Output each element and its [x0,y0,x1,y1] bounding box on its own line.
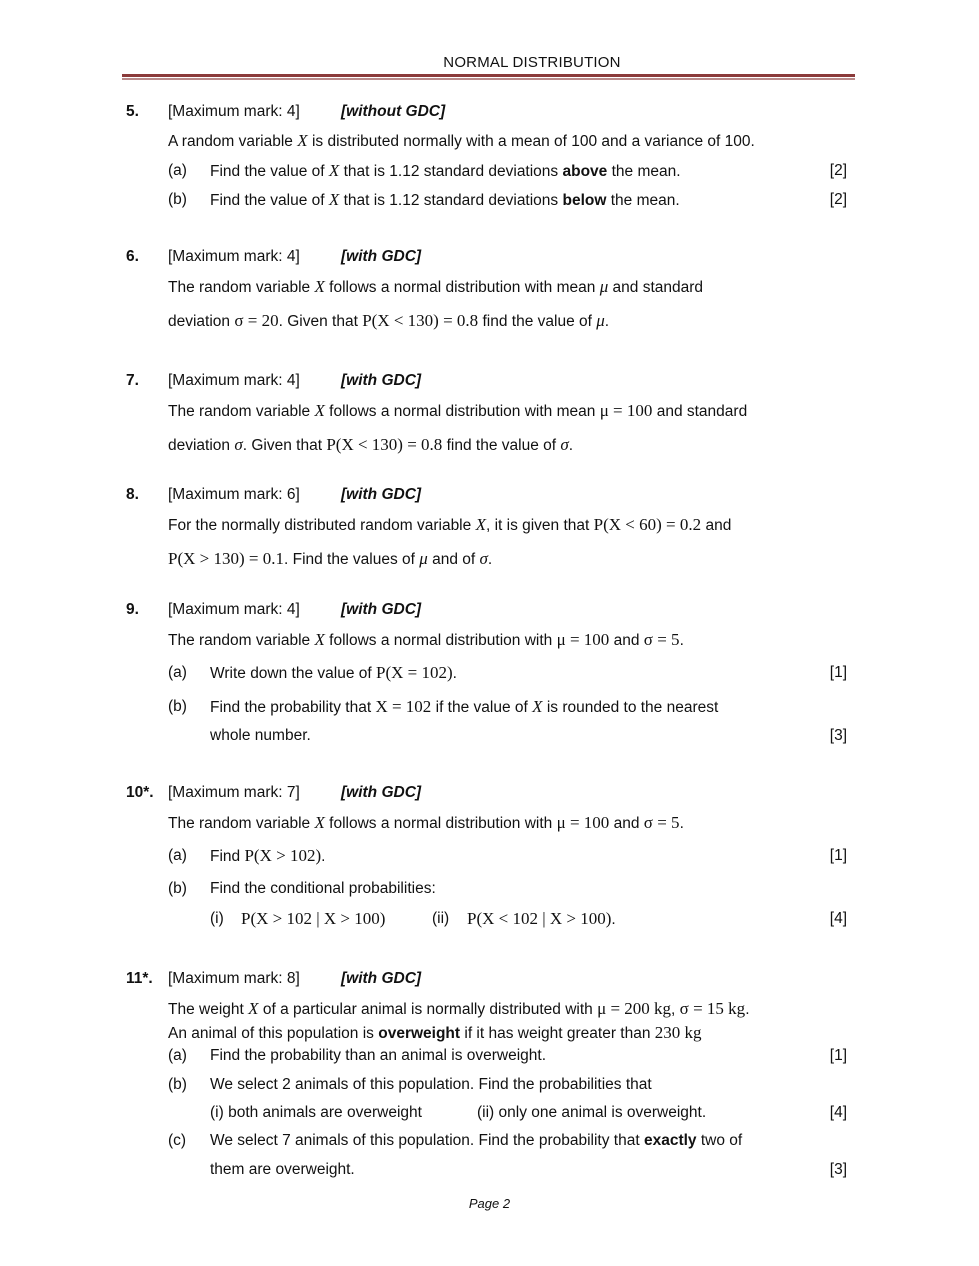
page-number: Page 2 [468,1196,511,1211]
part-a [0,160,979,182]
header-rule [122,74,855,77]
question-number: 8. [126,486,139,503]
marks: [3] [829,1161,847,1178]
max-mark: [Maximum mark: 6] [168,486,300,503]
subpart-ii-expression: P(X < 102 | X > 100). [467,909,616,928]
question-text: An animal of this population is overweight if it has weight greater than 230 kg [168,1023,702,1042]
part-text: Find the value of X that is 1.12 standard deviations below the mean. [210,190,680,209]
question-number: 9. [126,601,139,618]
subpart-i-expression: P(X > 102 | X > 100) [241,909,386,928]
max-mark: [Maximum mark: 4] [168,372,300,389]
gdc-note: [with GDC] [341,486,422,503]
marks: [1] [829,1047,847,1064]
part-text: Find the value of X that is 1.12 standard deviations above the mean. [210,161,681,180]
subpart-i-label: (i) [210,910,224,927]
subpart-ii: (ii) only one animal is overweight. [477,1104,707,1121]
max-mark: [Maximum mark: 4] [168,248,300,265]
question-text: The random variable X follows a normal distribution with mean μ and standard [168,277,704,296]
question-text: The weight X of a particular animal is normally distributed with μ = 200 kg, σ = 15 kg. [168,999,750,1018]
gdc-note: [with GDC] [341,372,422,389]
part-label: (a) [168,1047,187,1064]
question-text: The random variable X follows a normal distribution with μ = 100 and σ = 5. [168,630,684,649]
marks: [3] [829,727,847,744]
marks: [4] [829,1104,847,1121]
max-mark: [Maximum mark: 7] [168,784,300,801]
part-label: (b) [168,191,187,208]
question-text: For the normally distributed random variable X, it is given that P(X < 60) = 0.2 and [168,515,732,534]
gdc-note: [with GDC] [341,970,422,987]
question-text: deviation σ = 20. Given that P(X < 130) = 0.8 find the value of μ. [168,311,610,330]
marks: [2] [829,191,847,208]
gdc-note: [without GDC] [341,103,446,120]
subpart-ii-label: (ii) [432,910,450,927]
part-label: (a) [168,162,187,179]
question-text: The random variable X follows a normal distribution with μ = 100 and σ = 5. [168,813,684,832]
part-label: (b) [168,1076,187,1093]
part-label: (a) [168,847,187,864]
question-number: 7. [126,372,139,389]
part-b [0,878,979,900]
marks: [1] [829,847,847,864]
part-a [0,662,979,684]
part-text: Find the probability that X = 102 if the value of X is rounded to the nearest [210,697,719,716]
part-a [0,845,979,867]
marks: [2] [829,162,847,179]
max-mark: [Maximum mark: 4] [168,103,300,120]
question-text: The random variable X follows a normal distribution with mean μ = 100 and standard [168,401,748,420]
part-b [0,696,979,718]
max-mark: [Maximum mark: 8] [168,970,300,987]
question-text: deviation σ. Given that P(X < 130) = 0.8 find the value of σ. [168,435,574,454]
part-a [0,1045,979,1067]
gdc-note: [with GDC] [341,248,422,265]
part-text: We select 7 animals of this population. Find the probability that exactly two of [210,1132,743,1149]
page-header-title: NORMAL DISTRIBUTION [443,54,621,71]
question-number: 11*. [126,970,153,987]
gdc-note: [with GDC] [341,601,422,618]
part-text: Find the probability than an animal is overweight. [210,1047,547,1064]
part-c [0,1130,979,1152]
question-number: 5. [126,103,139,120]
part-text: Find P(X > 102). [210,846,326,865]
question-number: 10*. [126,784,154,801]
subpart-i: (i) both animals are overweight [210,1104,422,1121]
part-label: (b) [168,698,187,715]
part-text: We select 2 animals of this population. Find the probabilities that [210,1076,652,1093]
part-label: (a) [168,664,187,681]
part-text-continued: them are overweight. [210,1161,355,1178]
part-b [0,189,979,211]
gdc-note: [with GDC] [341,784,422,801]
part-text: Find the conditional probabilities: [210,880,436,897]
part-label: (b) [168,880,187,897]
marks: [4] [829,910,847,927]
max-mark: [Maximum mark: 4] [168,601,300,618]
question-number: 6. [126,248,139,265]
marks: [1] [829,664,847,681]
header-rule-shadow [122,78,855,80]
question-text: A random variable X is distributed normally with a mean of 100 and a variance of 100. [168,131,755,150]
question-text: P(X > 130) = 0.1. Find the values of μ and of σ. [168,549,493,568]
part-b [0,1074,979,1096]
part-text: Write down the value of P(X = 102). [210,663,457,682]
part-text-continued: whole number. [210,727,311,744]
part-label: (c) [168,1132,187,1149]
